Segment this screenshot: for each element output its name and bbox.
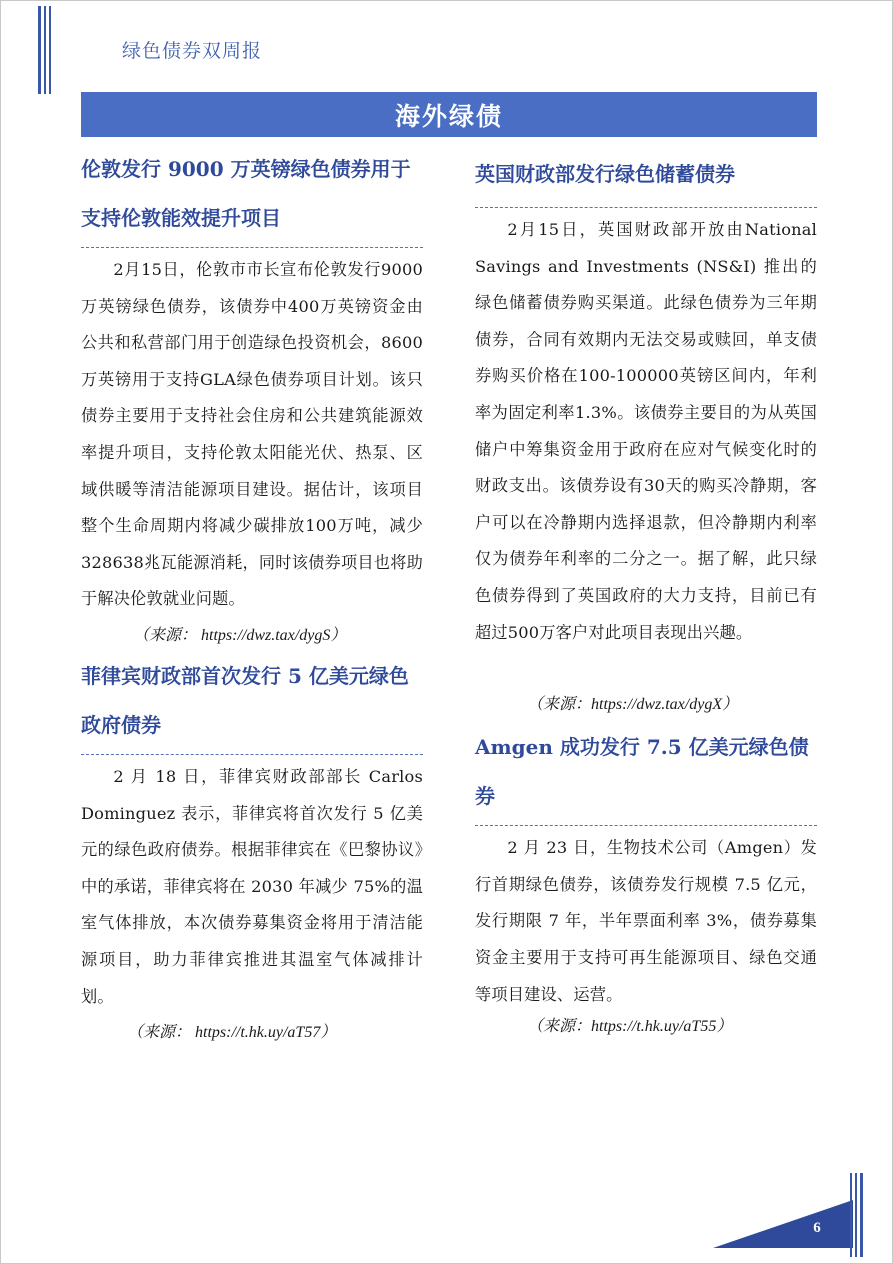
article-title — [81, 652, 423, 750]
article-title-line: 支持伦敦能效提升项目 — [81, 206, 281, 230]
dashed-divider — [81, 247, 423, 248]
article-title-line: 菲律宾财政部首次发行 5 亿美元绿色 — [81, 663, 409, 688]
footer-triangle-decoration — [713, 1200, 853, 1248]
article-title-line: 政府债券 — [81, 712, 161, 737]
article-title: Amgen 成功发行 7.5 亿美元绿色债券 — [475, 735, 809, 809]
right-column — [475, 145, 817, 1039]
dashed-divider — [475, 825, 817, 826]
article-body: 2月15日，英国财政部开放由National Savings and Investments (NS&I) 推出的绿色储蓄债券购买渠道。此绿色债券为三年期债券，合同有效期内无法交易或赎回，单支债券购买价格在100-100000英镑区间内，年利率为固定利率1.3%。该债券主要目的为从英国储户中筹集资金用于政府在应对气候变化时的财政支出。该债券设有30天的购买冷静期，客户可以在冷静期内选择退款，但冷静期内利率仅为债券年利率的二分之一。据了解，此只绿色债券得到了英国政府的大力支持，目前已有超过500万客户对此项目表现出兴趣。 — [475, 220, 817, 642]
article-source: （来源： https://dwz.tax/dygS） — [133, 626, 347, 644]
article-body: 2 月 23 日，生物技术公司（Amgen）发行首期绿色债券，该债券发行规模 7.5 亿元，发行期限 7 年，半年票面利率 3%，债券募集资金主要用于支持可再生能源项目、绿色交通等项目建设、运营。 — [475, 838, 817, 1004]
section-title: 海外绿债 — [394, 101, 503, 131]
left-column — [81, 145, 423, 1045]
article-amgen — [475, 723, 817, 1039]
dashed-divider — [475, 207, 817, 208]
dashed-divider — [81, 754, 423, 755]
article-title: 英国财政部发行绿色储蓄债券 — [475, 162, 735, 186]
running-header-title: 绿色债券双周报 — [122, 40, 263, 62]
article-body: 2 月 18 日，菲律宾财政部部长 Carlos Dominguez 表示，菲律宾将首次发行 5 亿美元的绿色政府债券。根据菲律宾在《巴黎协议》中的承诺，菲律宾将在 2030 年减少 75%的温室气体排放，本次债券募集资金将用于清洁能源项目，助力菲律宾推进其温室气体减排计划。 — [81, 766, 423, 1006]
section-banner — [81, 92, 817, 137]
article-title-line: 伦敦发行 9000 万英镑绿色债券用于 — [81, 157, 411, 181]
article-uk-treasury — [475, 145, 817, 717]
page-number: 6 — [813, 1220, 821, 1236]
article-title — [81, 145, 423, 243]
article-source: （来源：https://t.hk.uy/aT55） — [527, 1018, 733, 1036]
article-source: （来源： https://t.hk.uy/aT57） — [127, 1024, 337, 1042]
footer-decorative-rules — [850, 1173, 866, 1257]
header-decorative-rules — [38, 6, 54, 94]
article-body: 2月15日，伦敦市市长宣布伦敦发行9000万英镑绿色债券，该债券中400万英镑资金由公共和私营部门用于创造绿色投资机会，8600万英镑用于支持GLA绿色债券项目计划。该只债券主要用于支持社会住房和公共建筑能源效率提升项目，支持伦敦太阳能光伏、热泵、区域供暖等清洁能源项目建设。据估计，该项目整个生命周期内将减少碳排放100万吨，减少328638兆瓦能源消耗，同时该债券项目也将助于解决伦敦就业问题。 — [81, 260, 423, 609]
article-philippines — [81, 652, 423, 1045]
article-source: （来源：https://dwz.tax/dygX） — [527, 696, 739, 714]
article-london — [81, 145, 423, 648]
